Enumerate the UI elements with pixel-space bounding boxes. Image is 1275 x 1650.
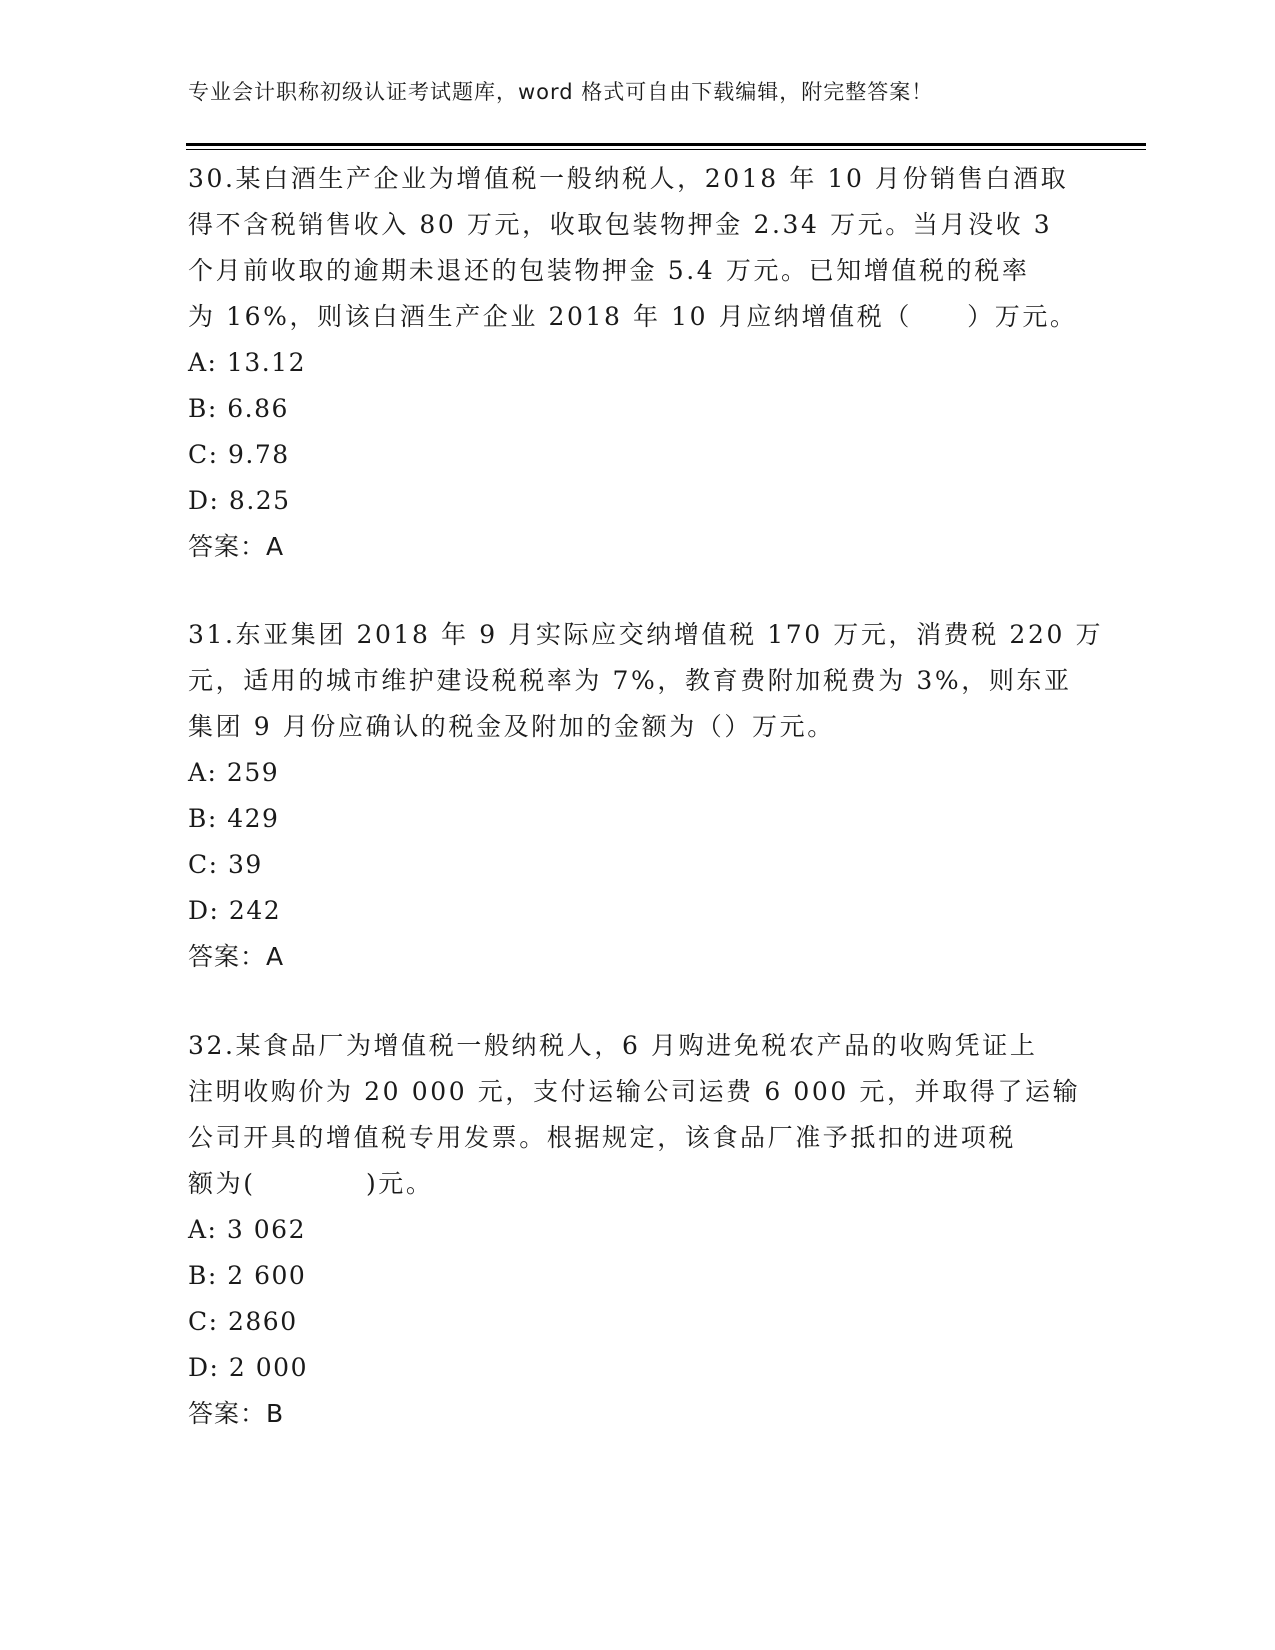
option-c: C: 39 <box>188 850 263 879</box>
question-31 <box>188 612 1104 980</box>
question-text-line: 得不含税销售收入 80 万元，收取包装物押金 2.34 万元。当月没收 3 <box>188 210 1053 239</box>
question-32 <box>188 1023 1081 1437</box>
question-text-line: 公司开具的增值税专用发票。根据规定，该食品厂准予抵扣的进项税 <box>188 1123 1017 1152</box>
question-text-line: 个月前收取的逾期未退还的包装物押金 5.4 万元。已知增值税的税率 <box>188 256 1030 285</box>
header-rule-thick <box>186 143 1146 146</box>
option-a: A: 3 062 <box>188 1215 306 1244</box>
header-rule-thin <box>186 149 1146 150</box>
question-text-line: 集团 9 月份应确认的税金及附加的金额为（）万元。 <box>188 712 835 741</box>
question-text-line: 30.某白酒生产企业为增值税一般纳税人，2018 年 10 月份销售白酒取 <box>188 164 1069 193</box>
option-a: A: 259 <box>188 758 280 787</box>
option-b: B: 6.86 <box>188 394 289 423</box>
question-text-line: 元，适用的城市维护建设税税率为 7%，教育费附加税费为 3%，则东亚 <box>188 666 1072 695</box>
question-text-line: 为 16%，则该白酒生产企业 2018 年 10 月应纳增值税（ ）万元。 <box>188 302 1078 331</box>
question-30 <box>188 156 1078 570</box>
option-a: A: 13.12 <box>188 348 306 377</box>
question-text-line: 31.东亚集团 2018 年 9 月实际应交纳增值税 170 万元，消费税 220 万 <box>188 620 1104 649</box>
option-d: D: 242 <box>188 896 282 925</box>
answer: 答案：A <box>188 942 285 971</box>
option-c: C: 2860 <box>188 1307 298 1336</box>
page-header: 专业会计职称初级认证考试题库，word 格式可自由下载编辑，附完整答案！ <box>188 80 934 104</box>
question-text-line: 注明收购价为 20 000 元，支付运输公司运费 6 000 元，并取得了运输 <box>188 1077 1081 1106</box>
answer: 答案：A <box>188 532 285 561</box>
question-text-line: 额为( )元。 <box>188 1169 434 1198</box>
option-d: D: 2 000 <box>188 1353 308 1382</box>
option-d: D: 8.25 <box>188 486 291 515</box>
answer: 答案：B <box>188 1399 285 1428</box>
question-text-line: 32.某食品厂为增值税一般纳税人，6 月购进免税农产品的收购凭证上 <box>188 1031 1038 1060</box>
option-b: B: 429 <box>188 804 280 833</box>
option-b: B: 2 600 <box>188 1261 307 1290</box>
option-c: C: 9.78 <box>188 440 290 469</box>
